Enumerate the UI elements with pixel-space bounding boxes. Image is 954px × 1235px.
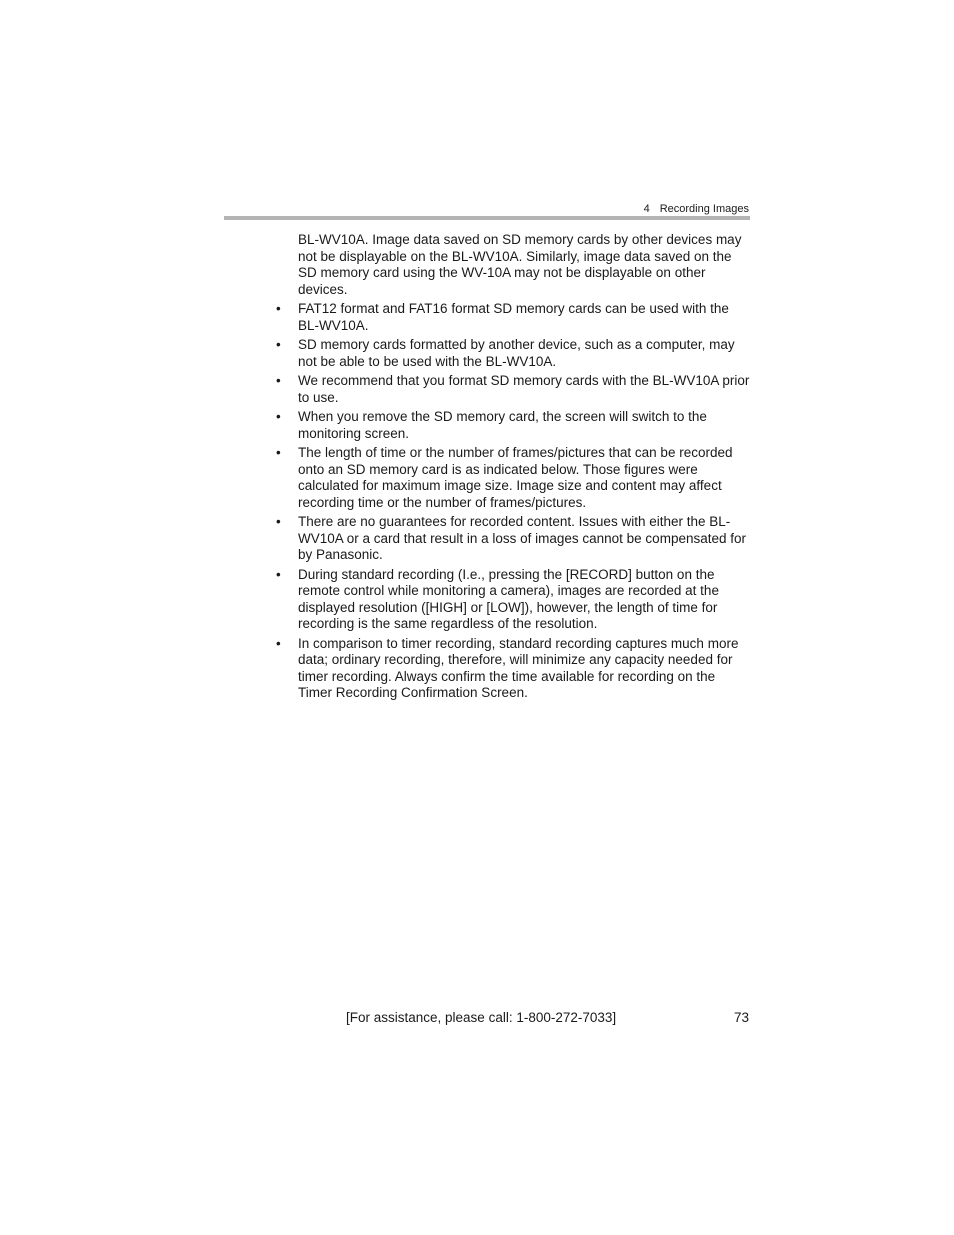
- header-rule: [224, 216, 750, 220]
- bullet-item: [276, 636, 750, 702]
- bullet-item: [276, 373, 750, 406]
- bullet-item: [276, 514, 750, 564]
- bullet-icon: •: [276, 337, 281, 352]
- bullet-icon: •: [276, 514, 281, 529]
- bullet-icon: •: [276, 635, 281, 651]
- body-content: [276, 232, 750, 705]
- chapter-title: Recording Images: [659, 203, 749, 215]
- bullet-text: During standard recording (I.e., pressing the [RECORD] button on the remote control while monitoring a camera), images are recorded at the displayed resolution ([HIGH] or [LOW]), however, the length of time for recording is the same regardless of the resolution.: [298, 566, 719, 631]
- bullet-item: [276, 301, 750, 334]
- bullet-text: We recommend that you format SD memory cards with the BL-WV10A prior to use.: [298, 373, 750, 405]
- bullet-icon: •: [276, 409, 281, 424]
- bullet-icon: •: [276, 445, 281, 460]
- bullet-text: When you remove the SD memory card, the screen will switch to the monitoring screen.: [298, 409, 707, 441]
- bullet-text: SD memory cards formatted by another device, such as a computer, may not be able to be used with the BL-WV10A.: [298, 337, 735, 369]
- bullet-text: FAT12 format and FAT16 format SD memory cards can be used with the BL-WV10A.: [298, 301, 729, 333]
- chapter-number: 4: [643, 203, 650, 215]
- running-header: [644, 202, 749, 216]
- bullet-text: In comparison to timer recording, standard recording captures much more data; ordinary recording, therefore, will minimize any capacity needed for timer recording. Always confirm the time available for recording on the Timer Recording Confirmation Screen.: [298, 635, 739, 700]
- bullet-text: There are no guarantees for recorded content. Issues with either the BL-WV10A or a card that result in a loss of images cannot be compensated for by Panasonic.: [298, 514, 746, 562]
- continuation-paragraph: BL-WV10A. Image data saved on SD memory cards by other devices may not be displayable on the BL-WV10A. Similarly, image data saved on the SD memory card using the WV-10A may not be displayable on other devices.: [298, 232, 742, 297]
- assistance-line: [For assistance, please call: 1-800-272-7033]: [346, 1010, 617, 1025]
- bullet-item: [276, 409, 750, 442]
- bullet-icon: •: [276, 301, 281, 316]
- page-number: 73: [733, 1010, 749, 1025]
- bullet-item: [276, 337, 750, 370]
- bullet-icon: •: [276, 566, 281, 582]
- bullet-item: [276, 567, 750, 633]
- bullet-icon: •: [276, 373, 281, 388]
- bullet-text: The length of time or the number of frames/pictures that can be recorded onto an SD memory card is as indicated below. Those figures were calculated for maximum image size. Image size and content may affect recording time or the number of frames/pictures.: [298, 445, 733, 510]
- bullet-item: [276, 445, 750, 511]
